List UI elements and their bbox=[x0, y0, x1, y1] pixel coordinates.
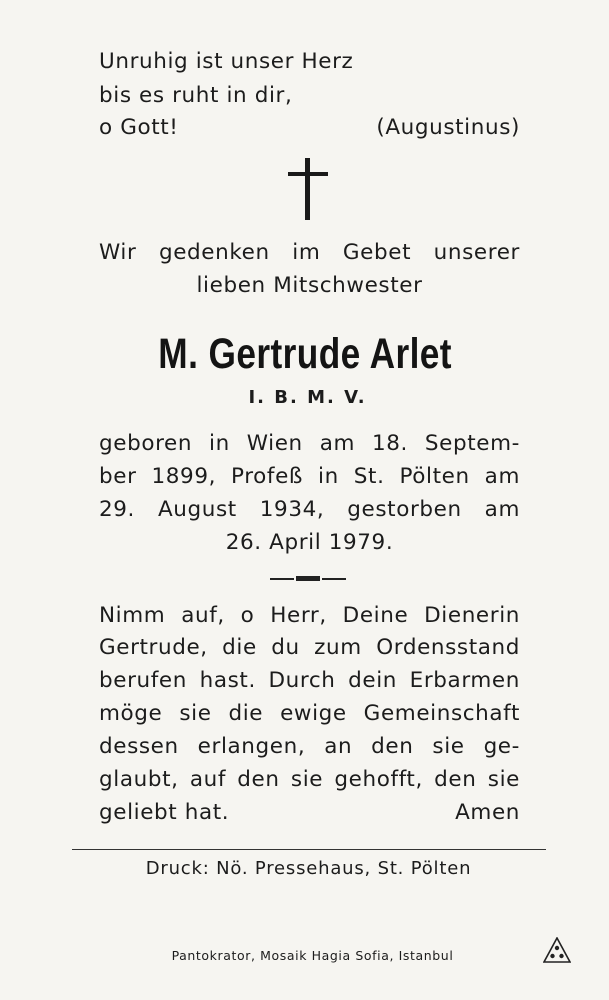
bio-line-2: ber 1899, Profeß in St. Pölten am bbox=[99, 464, 520, 489]
prayer-line-7 bbox=[99, 797, 520, 829]
publisher-logo-icon bbox=[543, 937, 571, 963]
divider-right bbox=[322, 578, 346, 580]
quote-line-1: Unruhig ist unser Herz bbox=[99, 49, 354, 74]
prayer-line-5: dessen erlangen, an den sie ge- bbox=[99, 734, 520, 759]
prayer-closing-text: geliebt hat. bbox=[99, 800, 230, 825]
prayer-line-6: glaubt, auf den sie gehofft, den sie bbox=[99, 767, 520, 792]
prayer-line-4: möge sie die ewige Gemeinschaft bbox=[99, 701, 520, 726]
religious-order: I. B. M. V. bbox=[248, 387, 367, 408]
prayer-line-1: Nimm auf, o Herr, Deine Dienerin bbox=[99, 603, 520, 628]
amen: Amen bbox=[455, 800, 520, 825]
bio-line-3: 29. August 1934, gestorben am bbox=[99, 497, 520, 522]
bio-line-1: geboren in Wien am 18. Septem- bbox=[99, 431, 520, 456]
quote-author: (Augustinus) bbox=[376, 115, 520, 140]
intro-line-1: Wir gedenken im Gebet unserer bbox=[99, 240, 520, 265]
bio-line-4: 26. April 1979. bbox=[225, 530, 394, 555]
prayer-line-3: berufen hast. Durch dein Erbarmen bbox=[99, 668, 520, 693]
printer-credit: Druck: Nö. Pressehaus, St. Pölten bbox=[145, 858, 472, 879]
prayer-line-2: Gertrude, die du zum Ordensstand bbox=[99, 635, 520, 660]
intro-line-2: lieben Mitschwester bbox=[196, 273, 423, 298]
divider-left bbox=[270, 578, 294, 580]
quote-line-3 bbox=[99, 112, 520, 144]
deceased-name: M. Gertrude Arlet bbox=[158, 330, 452, 378]
cross-icon bbox=[288, 158, 328, 222]
divider-center bbox=[296, 576, 320, 581]
quote-line-2: bis es ruht in dir, bbox=[99, 83, 293, 108]
image-credit: Pantokrator, Mosaik Hagia Sofia, Istanbul bbox=[171, 948, 454, 963]
footer-rule bbox=[72, 849, 546, 850]
quote-closing: o Gott! bbox=[99, 115, 179, 140]
